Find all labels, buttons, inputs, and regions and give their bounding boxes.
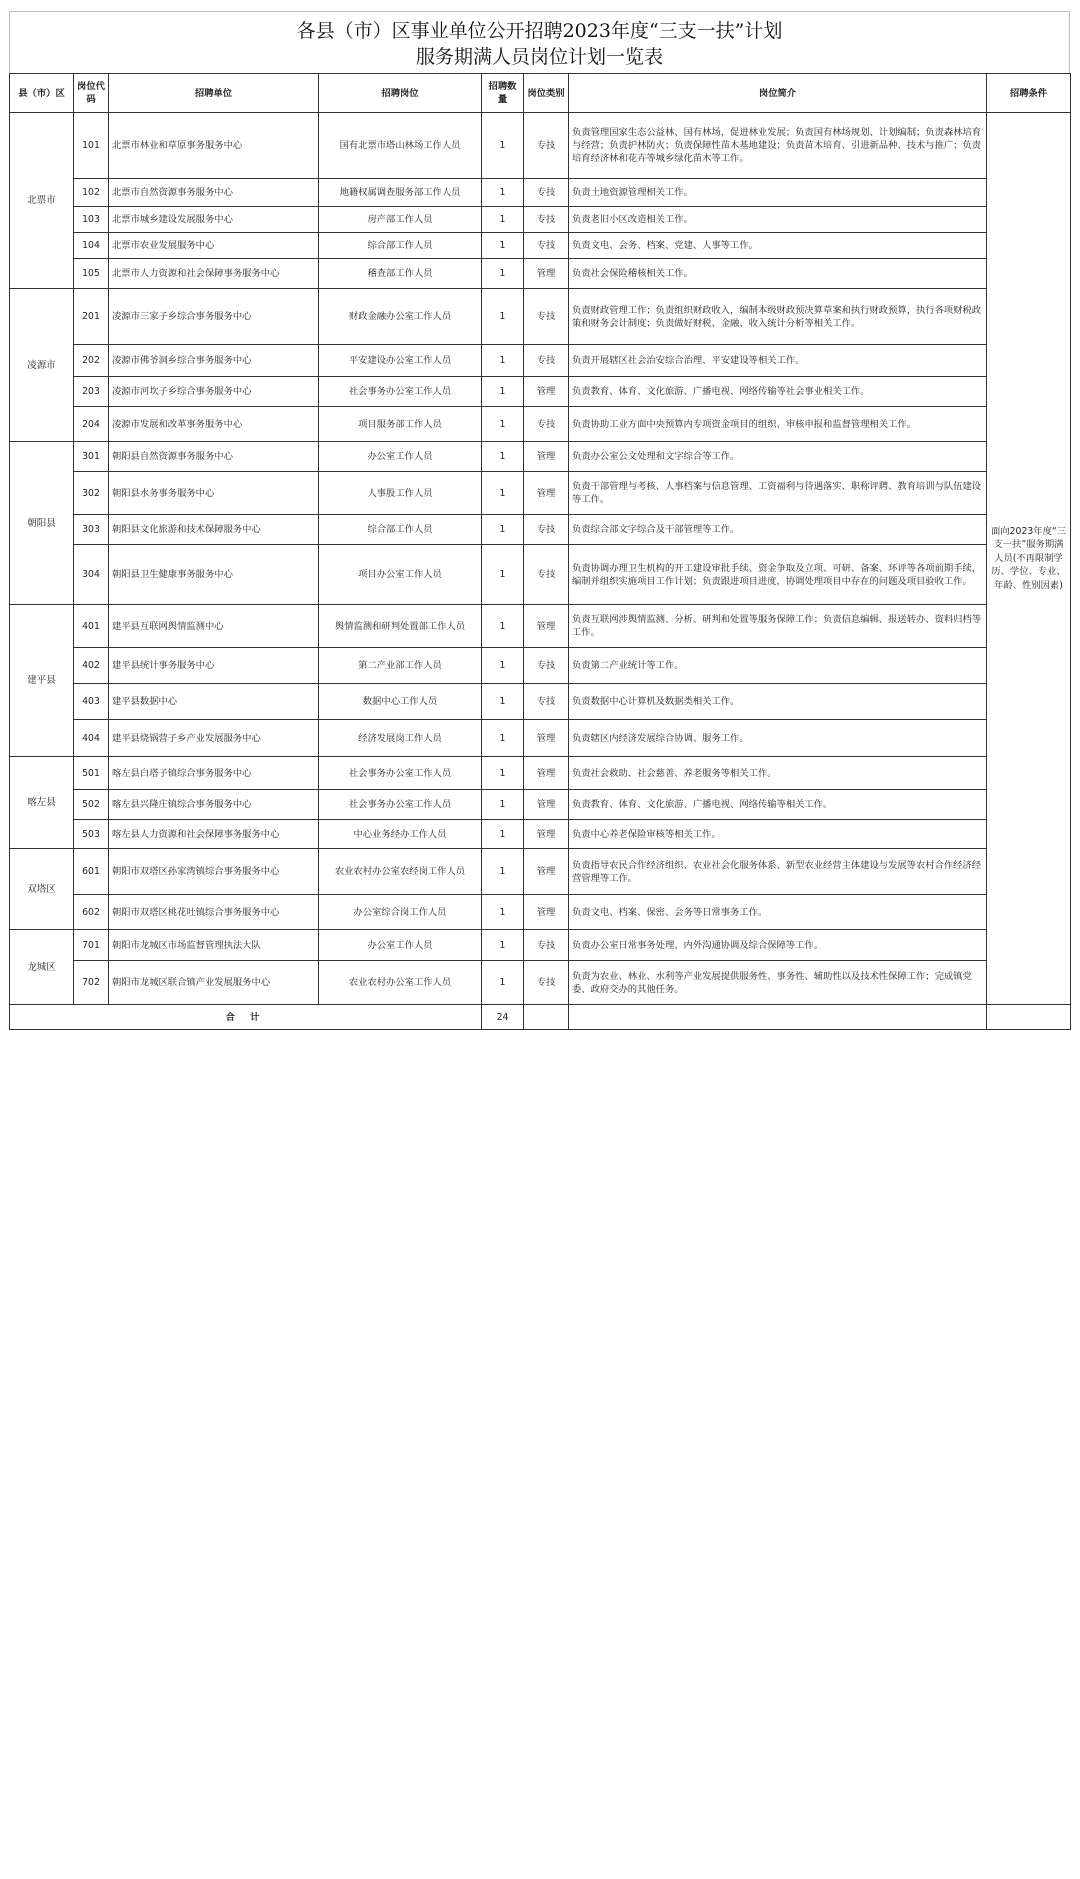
title-line-2: 服务期满人员岗位计划一览表	[415, 46, 663, 68]
post-cell: 数据中心工作人员	[319, 684, 482, 720]
county-cell: 朝阳县	[10, 442, 74, 605]
count-cell: 1	[482, 720, 524, 757]
table-row	[10, 895, 1071, 930]
unit-cell: 朝阳县文化旅游和技术保障服务中心	[109, 515, 319, 545]
intro-cell: 负责数据中心计算机及数据类相关工作。	[569, 684, 987, 720]
total-label: 合 计	[10, 1005, 482, 1030]
code-cell: 404	[74, 720, 109, 757]
category-cell: 专技	[524, 113, 569, 179]
table-row	[10, 472, 1071, 515]
post-cell: 第二产业部工作人员	[319, 648, 482, 684]
unit-cell: 凌源市三家子乡综合事务服务中心	[109, 289, 319, 345]
code-cell: 104	[74, 233, 109, 259]
county-cell: 喀左县	[10, 757, 74, 849]
post-cell: 国有北票市塔山林场工作人员	[319, 113, 482, 179]
count-cell: 1	[482, 820, 524, 849]
post-cell: 中心业务经办工作人员	[319, 820, 482, 849]
code-cell: 503	[74, 820, 109, 849]
table-row	[10, 113, 1071, 179]
count-cell: 1	[482, 377, 524, 407]
unit-cell: 喀左县人力资源和社会保障事务服务中心	[109, 820, 319, 849]
table-row	[10, 207, 1071, 233]
intro-cell: 负责辖区内经济发展综合协调、服务工作。	[569, 720, 987, 757]
category-cell: 专技	[524, 289, 569, 345]
count-cell: 1	[482, 757, 524, 790]
unit-cell: 北票市城乡建设发展服务中心	[109, 207, 319, 233]
table-row	[10, 930, 1071, 961]
code-cell: 204	[74, 407, 109, 442]
post-cell: 办公室工作人员	[319, 442, 482, 472]
table-row	[10, 605, 1071, 648]
header-code: 岗位代码	[74, 74, 109, 113]
code-cell: 701	[74, 930, 109, 961]
unit-cell: 建平县统计事务服务中心	[109, 648, 319, 684]
category-cell: 管理	[524, 849, 569, 895]
count-cell: 1	[482, 849, 524, 895]
category-cell: 管理	[524, 259, 569, 289]
unit-cell: 朝阳县自然资源事务服务中心	[109, 442, 319, 472]
title-line-1: 各县（市）区事业单位公开招聘2023年度“三支一扶”计划	[296, 20, 783, 42]
condition-cell: 面向2023年度“三支一扶”服务期满人员(不再限制学历、学位、专业、年龄、性别因素)	[987, 113, 1071, 1005]
code-cell: 201	[74, 289, 109, 345]
county-cell: 凌源市	[10, 289, 74, 442]
header-post: 招聘岗位	[319, 74, 482, 113]
table-row	[10, 648, 1071, 684]
code-cell: 501	[74, 757, 109, 790]
post-cell: 社会事务办公室工作人员	[319, 377, 482, 407]
table-row	[10, 442, 1071, 472]
empty-cell	[569, 1005, 987, 1030]
unit-cell: 朝阳县水务事务服务中心	[109, 472, 319, 515]
county-cell: 双塔区	[10, 849, 74, 930]
table-row	[10, 545, 1071, 605]
post-cell: 综合部工作人员	[319, 515, 482, 545]
count-cell: 1	[482, 442, 524, 472]
table-row	[10, 961, 1071, 1005]
unit-cell: 朝阳县卫生健康事务服务中心	[109, 545, 319, 605]
count-cell: 1	[482, 648, 524, 684]
table-row	[10, 407, 1071, 442]
post-cell: 农业农村办公室农经岗工作人员	[319, 849, 482, 895]
post-cell: 社会事务办公室工作人员	[319, 790, 482, 820]
post-cell: 综合部工作人员	[319, 233, 482, 259]
table-row	[10, 820, 1071, 849]
post-cell: 项目服务部工作人员	[319, 407, 482, 442]
code-cell: 602	[74, 895, 109, 930]
empty-cell	[524, 1005, 569, 1030]
empty-cell	[987, 1005, 1071, 1030]
code-cell: 401	[74, 605, 109, 648]
header-count: 招聘数量	[482, 74, 524, 113]
post-cell: 人事股工作人员	[319, 472, 482, 515]
unit-cell: 朝阳市龙城区联合镇产业发展服务中心	[109, 961, 319, 1005]
post-cell: 平安建设办公室工作人员	[319, 345, 482, 377]
county-cell: 龙城区	[10, 930, 74, 1005]
post-cell: 房产部工作人员	[319, 207, 482, 233]
category-cell: 专技	[524, 545, 569, 605]
table-row	[10, 179, 1071, 207]
category-cell: 专技	[524, 648, 569, 684]
category-cell: 专技	[524, 345, 569, 377]
unit-cell: 北票市林业和草原事务服务中心	[109, 113, 319, 179]
unit-cell: 建平县数据中心	[109, 684, 319, 720]
unit-cell: 北票市农业发展服务中心	[109, 233, 319, 259]
intro-cell: 负责办公室公文处理和文字综合等工作。	[569, 442, 987, 472]
intro-cell: 负责教育、体育、文化旅游、广播电视、网络传输等相关工作。	[569, 790, 987, 820]
table-row	[10, 377, 1071, 407]
intro-cell: 负责老旧小区改造相关工作。	[569, 207, 987, 233]
total-row	[10, 1005, 1071, 1030]
intro-cell: 负责综合部文字综合及干部管理等工作。	[569, 515, 987, 545]
county-cell: 北票市	[10, 113, 74, 289]
code-cell: 101	[74, 113, 109, 179]
intro-cell: 负责中心养老保险审核等相关工作。	[569, 820, 987, 849]
count-cell: 1	[482, 684, 524, 720]
category-cell: 管理	[524, 820, 569, 849]
post-cell: 舆情监测和研判处置部工作人员	[319, 605, 482, 648]
category-cell: 管理	[524, 377, 569, 407]
count-cell: 1	[482, 259, 524, 289]
table-row	[10, 684, 1071, 720]
intro-cell: 负责土地资源管理相关工作。	[569, 179, 987, 207]
category-cell: 专技	[524, 407, 569, 442]
category-cell: 管理	[524, 442, 569, 472]
intro-cell: 负责第二产业统计等工作。	[569, 648, 987, 684]
total-value: 24	[482, 1005, 524, 1030]
intro-cell: 负责办公室日常事务处理、内外沟通协调及综合保障等工作。	[569, 930, 987, 961]
count-cell: 1	[482, 605, 524, 648]
code-cell: 702	[74, 961, 109, 1005]
title-block	[9, 11, 1070, 73]
table-row	[10, 849, 1071, 895]
unit-cell: 凌源市河坎子乡综合事务服务中心	[109, 377, 319, 407]
count-cell: 1	[482, 113, 524, 179]
code-cell: 403	[74, 684, 109, 720]
code-cell: 502	[74, 790, 109, 820]
category-cell: 管理	[524, 605, 569, 648]
header-row	[10, 74, 1071, 113]
header-condition: 招聘条件	[987, 74, 1071, 113]
post-cell: 经济发展岗工作人员	[319, 720, 482, 757]
category-cell: 专技	[524, 961, 569, 1005]
intro-cell: 负责财政管理工作；负责组织财政收入，编制本级财政预决算草案和执行财政预算，执行各项财税政策和财务会计制度；负责做好财税、金融、收入统计分析等相关工作。	[569, 289, 987, 345]
intro-cell: 负责社会保险稽核相关工作。	[569, 259, 987, 289]
code-cell: 105	[74, 259, 109, 289]
unit-cell: 朝阳市双塔区桃花吐镇综合事务服务中心	[109, 895, 319, 930]
unit-cell: 朝阳市双塔区孙家湾镇综合事务服务中心	[109, 849, 319, 895]
table-row	[10, 345, 1071, 377]
table-row	[10, 233, 1071, 259]
unit-cell: 凌源市发展和改革事务服务中心	[109, 407, 319, 442]
count-cell: 1	[482, 207, 524, 233]
table-row	[10, 720, 1071, 757]
unit-cell: 北票市人力资源和社会保障事务服务中心	[109, 259, 319, 289]
code-cell: 103	[74, 207, 109, 233]
code-cell: 202	[74, 345, 109, 377]
header-category: 岗位类别	[524, 74, 569, 113]
code-cell: 303	[74, 515, 109, 545]
count-cell: 1	[482, 472, 524, 515]
count-cell: 1	[482, 790, 524, 820]
post-cell: 办公室工作人员	[319, 930, 482, 961]
table-row	[10, 515, 1071, 545]
county-cell: 建平县	[10, 605, 74, 757]
intro-cell: 负责干部管理与考核、人事档案与信息管理、工资福利与待遇落实、职称评聘、教育培训与队伍建设等工作。	[569, 472, 987, 515]
code-cell: 601	[74, 849, 109, 895]
unit-cell: 北票市自然资源事务服务中心	[109, 179, 319, 207]
category-cell: 管理	[524, 790, 569, 820]
count-cell: 1	[482, 233, 524, 259]
post-cell: 财政金融办公室工作人员	[319, 289, 482, 345]
category-cell: 专技	[524, 233, 569, 259]
intro-cell: 负责文电、会务、档案、党建、人事等工作。	[569, 233, 987, 259]
category-cell: 管理	[524, 472, 569, 515]
count-cell: 1	[482, 930, 524, 961]
count-cell: 1	[482, 179, 524, 207]
count-cell: 1	[482, 345, 524, 377]
header-county: 县（市）区	[10, 74, 74, 113]
count-cell: 1	[482, 545, 524, 605]
unit-cell: 喀左县兴隆庄镇综合事务服务中心	[109, 790, 319, 820]
post-plan-table	[9, 73, 1071, 1030]
intro-cell: 负责协调办理卫生机构的开工建设审批手续、资金争取及立项、可研、备案、环评等各项前期手续，编制并组织实施项目工作计划；负责跟进项目进度，协调处理项目中存在的问题及项目验收工作。	[569, 545, 987, 605]
intro-cell: 负责协助工业方面中央预算内专项资金项目的组织、审核申报和监督管理相关工作。	[569, 407, 987, 442]
category-cell: 管理	[524, 720, 569, 757]
category-cell: 专技	[524, 179, 569, 207]
intro-cell: 负责教育、体育、文化旅游、广播电视、网络传输等社会事业相关工作。	[569, 377, 987, 407]
code-cell: 302	[74, 472, 109, 515]
code-cell: 102	[74, 179, 109, 207]
table-row	[10, 757, 1071, 790]
unit-cell: 建平县互联网舆情监测中心	[109, 605, 319, 648]
code-cell: 402	[74, 648, 109, 684]
intro-cell: 负责文电、档案、保密、会务等日常事务工作。	[569, 895, 987, 930]
table-row	[10, 289, 1071, 345]
category-cell: 专技	[524, 684, 569, 720]
count-cell: 1	[482, 289, 524, 345]
code-cell: 304	[74, 545, 109, 605]
table-row	[10, 259, 1071, 289]
intro-cell: 负责开展辖区社会治安综合治理、平安建设等相关工作。	[569, 345, 987, 377]
post-cell: 办公室综合岗工作人员	[319, 895, 482, 930]
category-cell: 管理	[524, 757, 569, 790]
category-cell: 专技	[524, 207, 569, 233]
post-cell: 社会事务办公室工作人员	[319, 757, 482, 790]
code-cell: 203	[74, 377, 109, 407]
intro-cell: 负责社会救助、社会慈善、养老服务等相关工作。	[569, 757, 987, 790]
category-cell: 管理	[524, 895, 569, 930]
intro-cell: 负责互联网涉舆情监测、分析、研判和处置等服务保障工作；负责信息编辑、报送转办、资料归档等工作。	[569, 605, 987, 648]
post-cell: 项目办公室工作人员	[319, 545, 482, 605]
count-cell: 1	[482, 515, 524, 545]
count-cell: 1	[482, 407, 524, 442]
code-cell: 301	[74, 442, 109, 472]
count-cell: 1	[482, 895, 524, 930]
unit-cell: 朝阳市龙城区市场监督管理执法大队	[109, 930, 319, 961]
post-cell: 稽查部工作人员	[319, 259, 482, 289]
category-cell: 专技	[524, 930, 569, 961]
unit-cell: 凌源市佛爷洞乡综合事务服务中心	[109, 345, 319, 377]
recruitment-sheet	[9, 11, 1070, 1030]
count-cell: 1	[482, 961, 524, 1005]
category-cell: 专技	[524, 515, 569, 545]
post-cell: 地籍权属调查服务部工作人员	[319, 179, 482, 207]
table-row	[10, 790, 1071, 820]
unit-cell: 喀左县白塔子镇综合事务服务中心	[109, 757, 319, 790]
header-intro: 岗位简介	[569, 74, 987, 113]
header-unit: 招聘单位	[109, 74, 319, 113]
post-cell: 农业农村办公室工作人员	[319, 961, 482, 1005]
intro-cell: 负责管理国家生态公益林、国有林场，促进林业发展；负责国有林场规划、计划编制；负责森林培育与经营；负责护林防火；负责保障性苗木基地建设；负责苗木培育、引进新品种、技术与推广；负责培育经济林和花卉等城乡绿化苗木等工作。	[569, 113, 987, 179]
intro-cell: 负责指导农民合作经济组织、农业社会化服务体系、新型农业经营主体建设与发展等农村合作经济经营管理等工作。	[569, 849, 987, 895]
unit-cell: 建平县烧锅营子乡产业发展服务中心	[109, 720, 319, 757]
intro-cell: 负责为农业、林业、水利等产业发展提供服务性、事务性、辅助性以及技术性保障工作；完成镇党委、政府交办的其他任务。	[569, 961, 987, 1005]
